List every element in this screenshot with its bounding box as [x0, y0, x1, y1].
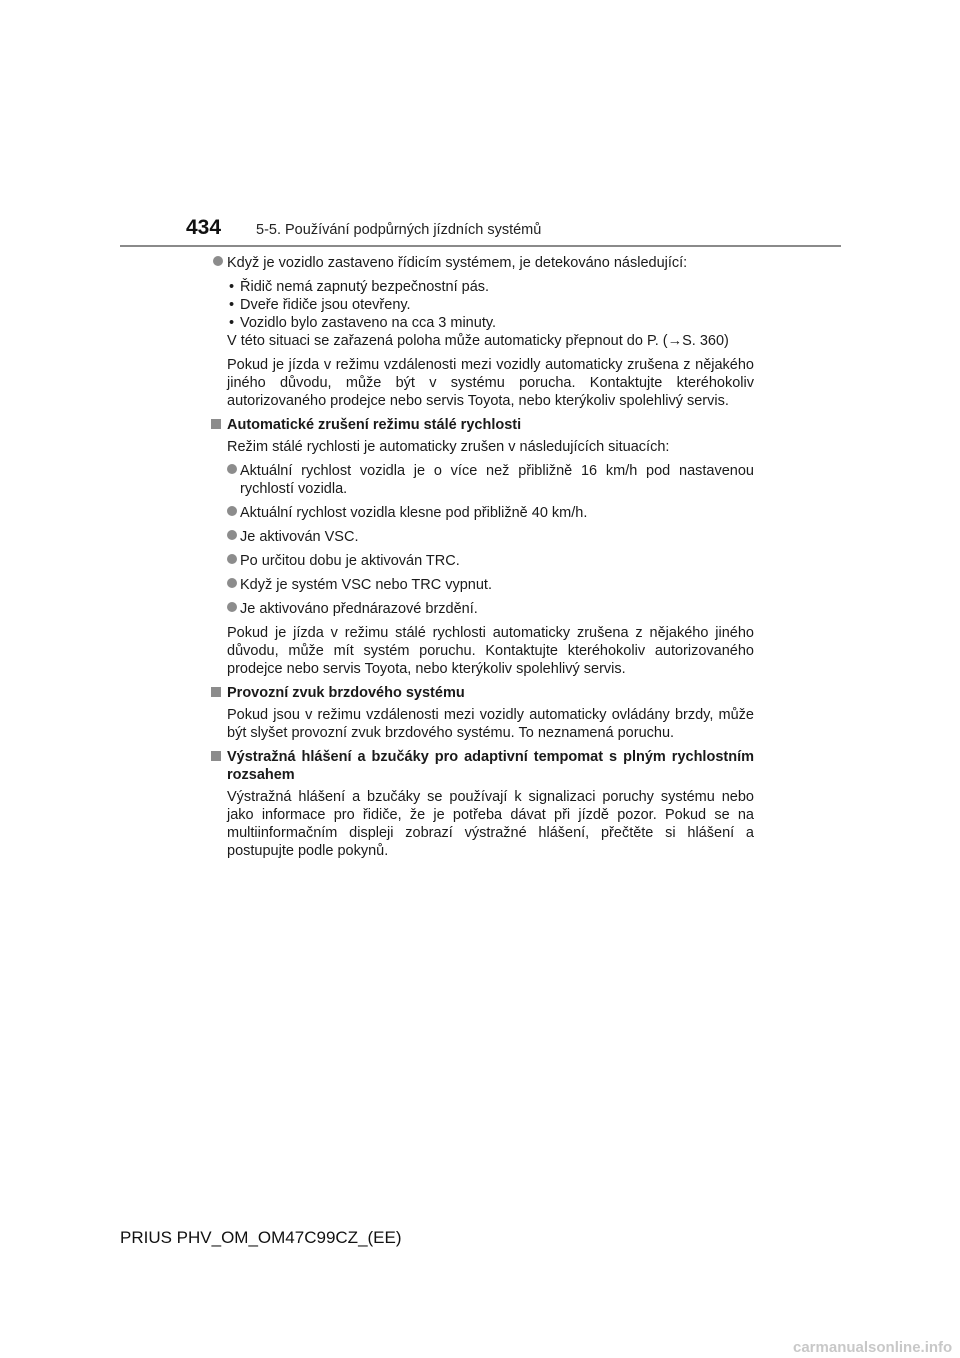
heading-warnings: [210, 748, 754, 784]
circle-bullet-icon: [227, 602, 237, 612]
page-content: [210, 254, 754, 866]
list-item-text: Řidič nemá zapnutý bezpečnostní pás.: [240, 279, 490, 295]
list-item: [210, 314, 754, 332]
heading-text: Automatické zrušení režimu stálé rychlosti: [227, 417, 522, 433]
square-bullet-icon: [211, 751, 221, 761]
footer-manual-id: PRIUS PHV_OM_OM47C99CZ_(EE): [120, 1228, 402, 1247]
list-item: [210, 552, 754, 570]
list-item-text: Vozidlo bylo zastaveno na cca 3 minuty.: [240, 315, 497, 331]
page-reference-link[interactable]: S. 360): [682, 333, 729, 349]
list-item: [210, 576, 754, 594]
paragraph-warnings: Výstražná hlášení a bzučáky se používají k signalizaci poruchy systému nebo jako informace pro řidiče, že je potřeba dávat při jízdě pozor. Pokud se na multiinformačním displeji zobrazí výstražné hlášení, přečtěte si hlášení a postupujte podle pokynů.: [227, 789, 754, 859]
circle-bullet-icon: [227, 578, 237, 588]
dot-bullet-icon: •: [229, 297, 235, 313]
paragraph-brake-sound: Pokud jsou v režimu vzdálenosti mezi vozidly automaticky ovládány brzdy, může být slyšet provozní zvuk brzdového systému. To neznamená poruchu.: [227, 707, 754, 741]
list-item: [210, 600, 754, 618]
paragraph-auto-cancel-intro: Režim stálé rychlosti je automaticky zrušen v následujících situacích:: [227, 439, 670, 455]
heading-text: Provozní zvuk brzdového systému: [227, 685, 465, 701]
list-item-text: Když je vozidlo zastaveno řídicím systémem, je detekováno následující:: [227, 255, 688, 271]
list-item: [210, 462, 754, 498]
list-item-text: Po určitou dobu je aktivován TRC.: [240, 553, 460, 569]
circle-bullet-icon: [227, 464, 237, 474]
list-item: [210, 278, 754, 296]
arrow-right-icon: →: [667, 333, 683, 349]
paragraph-distance-cancel: Pokud je jízda v režimu vzdálenosti mezi vozidly automaticky zrušena z nějakého jiného důvodu, může být v systému porucha. Kontaktujte kteréhokoliv autorizovaného prodejce nebo servis Toyota, nebo kterýkoliv spolehlivý servis.: [227, 357, 754, 409]
header-rule: [120, 245, 841, 247]
list-item: [210, 504, 754, 522]
square-bullet-icon: [211, 687, 221, 697]
paragraph-constant-cancel: Pokud je jízda v režimu stálé rychlosti automaticky zrušena z nějakého jiného důvodu, může mít systém poruchu. Kontaktujte kteréhokoliv autorizovaného prodejce nebo servis Toyota, nebo kterýkoliv spolehlivý servis.: [227, 625, 754, 677]
circle-bullet-icon: [227, 554, 237, 564]
dot-bullet-icon: •: [229, 315, 235, 331]
heading-text: Výstražná hlášení a bzučáky pro adaptivní tempomat s plným rychlostním rozsahem: [227, 749, 754, 783]
page-number: 434: [186, 216, 222, 239]
list-item-text: Je aktivován VSC.: [240, 529, 359, 545]
note-text: V této situaci se zařazená poloha může automaticky přepnout do P. (: [227, 333, 668, 349]
square-bullet-icon: [211, 419, 221, 429]
list-item-text: Když je systém VSC nebo TRC vypnut.: [240, 577, 492, 593]
list-item: [210, 296, 754, 314]
list-item-text: Dveře řidiče jsou otevřeny.: [240, 297, 411, 313]
list-item-text: Je aktivováno přednárazové brzdění.: [240, 601, 478, 617]
list-item-text: Aktuální rychlost vozidla je o více než přibližně 16 km/h pod nastavenou rychlostí vozidla.: [240, 463, 754, 497]
heading-auto-cancel: [210, 416, 754, 434]
stopped-conditions-list: [210, 278, 754, 332]
list-item-stopped: [210, 254, 754, 272]
watermark: carmanualsonline.info: [793, 1339, 953, 1356]
circle-bullet-icon: [213, 256, 223, 266]
heading-brake-sound: [210, 684, 754, 702]
circle-bullet-icon: [227, 530, 237, 540]
stopped-note: [210, 332, 754, 350]
circle-bullet-icon: [227, 506, 237, 516]
section-title: 5-5. Používání podpůrných jízdních systémů: [256, 222, 542, 238]
list-item-text: Aktuální rychlost vozidla klesne pod přibližně 40 km/h.: [240, 505, 588, 521]
list-item: [210, 528, 754, 546]
dot-bullet-icon: •: [229, 279, 235, 295]
